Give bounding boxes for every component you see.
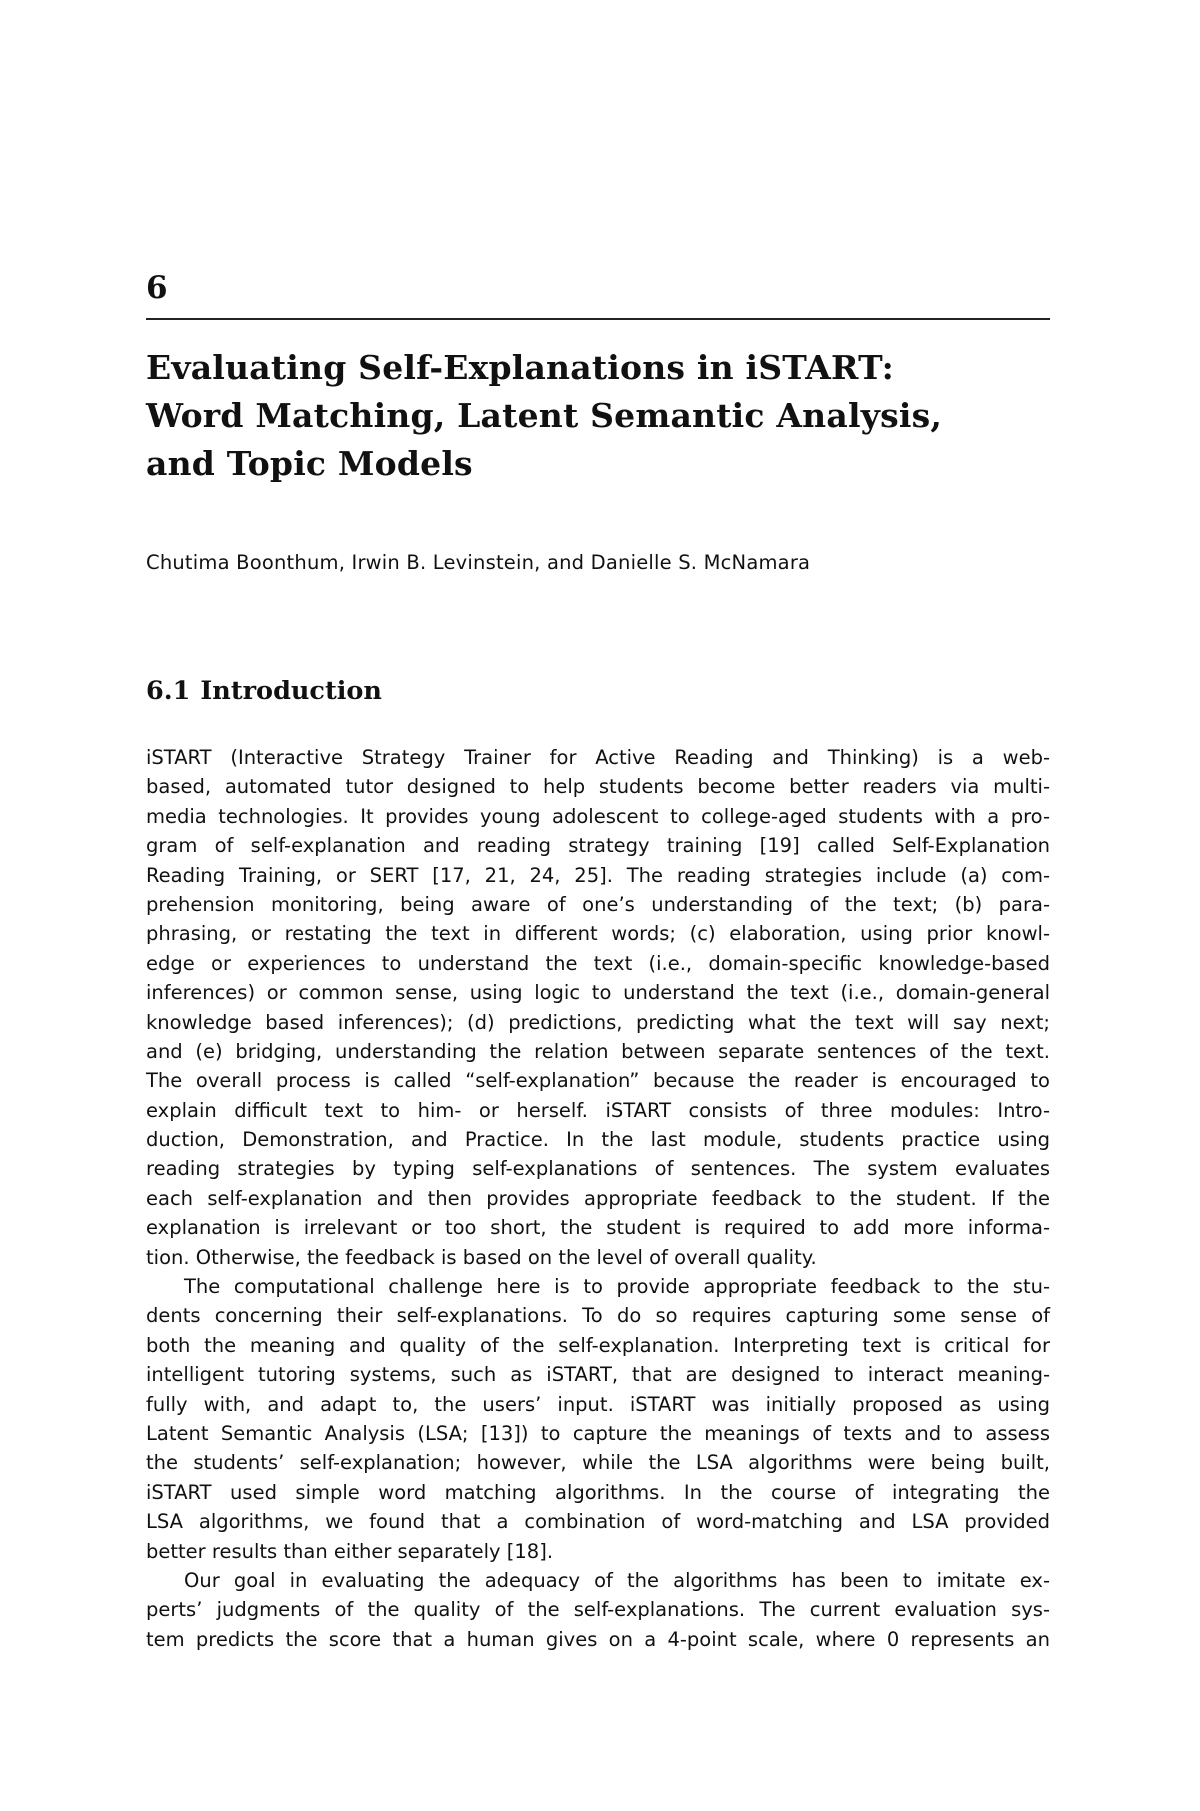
text-line: explain difficult text to him- or herself. iSTART consists of three modules: Intro- bbox=[146, 1098, 1050, 1122]
text-line: the students’ self-explanation; however, while the LSA algorithms were being built, bbox=[146, 1451, 1050, 1475]
authors: Chutima Boonthum, Irwin B. Levinstein, and Danielle S. McNamara bbox=[146, 551, 811, 574]
text-line: phrasing, or restating the text in different words; (c) elaboration, using prior knowl- bbox=[146, 922, 1050, 946]
text-line: inferences) or common sense, using logic to understand the text (i.e., domain-general bbox=[146, 981, 1050, 1005]
text-line: and (e) bridging, understanding the relation between separate sentences of the text. bbox=[146, 1039, 1050, 1063]
text-line: perts’ judgments of the quality of the self-explanations. The current evaluation sys- bbox=[146, 1598, 1050, 1622]
text-line: duction, Demonstration, and Practice. In the last module, students practice using bbox=[146, 1128, 1050, 1152]
chapter-title-line: Word Matching, Latent Semantic Analysis, bbox=[146, 396, 943, 435]
chapter-number: 6 bbox=[146, 270, 168, 306]
text-line: edge or experiences to understand the text (i.e., domain-specific knowledge-based bbox=[146, 951, 1050, 975]
chapter-title bbox=[146, 344, 1050, 488]
text-line: iSTART (Interactive Strategy Trainer for Active Reading and Thinking) is a web- bbox=[146, 746, 1050, 769]
text-line: Latent Semantic Analysis (LSA; [13]) to capture the meanings of texts and to assess bbox=[146, 1421, 1050, 1445]
text-line: The computational challenge here is to provide appropriate feedback to the stu- bbox=[184, 1275, 1050, 1298]
text-line: tem predicts the score that a human gives on a 4-point scale, where 0 represents an bbox=[146, 1627, 1050, 1651]
text-line: based, automated tutor designed to help students become better readers via multi- bbox=[146, 775, 1050, 799]
text-line: both the meaning and quality of the self-explanation. Interpreting text is critical for bbox=[146, 1333, 1050, 1357]
text-line: The overall process is called “self-explanation” because the reader is encouraged to bbox=[146, 1069, 1050, 1093]
section-title: Introduction bbox=[200, 676, 382, 706]
text-line: prehension monitoring, being aware of one’s understanding of the text; (b) para- bbox=[146, 892, 1050, 916]
text-line: fully with, and adapt to, the users’ input. iSTART was initially proposed as using bbox=[146, 1392, 1050, 1416]
paragraph-1 bbox=[146, 743, 1050, 1272]
text-line: gram of self-explanation and reading strategy training [19] called Self-Explanation bbox=[146, 834, 1050, 858]
text-line: tion. Otherwise, the feedback is based on the level of overall quality. bbox=[146, 1245, 817, 1269]
text-line: LSA algorithms, we found that a combination of word-matching and LSA provided bbox=[146, 1510, 1050, 1534]
text-line: reading strategies by typing self-explanations of sentences. The system evaluates bbox=[146, 1157, 1050, 1181]
text-line: iSTART used simple word matching algorithms. In the course of integrating the bbox=[146, 1480, 1050, 1504]
text-line: Reading Training, or SERT [17, 21, 24, 25]. The reading strategies include (a) com- bbox=[146, 863, 1050, 887]
text-line: media technologies. It provides young adolescent to college-aged students with a pro- bbox=[146, 804, 1050, 828]
text-line: explanation is irrelevant or too short, the student is required to add more informa- bbox=[146, 1216, 1050, 1240]
paragraph-3 bbox=[146, 1566, 1050, 1654]
chapter-title-line: Evaluating Self-Explanations in iSTART: bbox=[146, 348, 895, 387]
text-line: dents concerning their self-explanations. To do so requires capturing some sense of bbox=[146, 1304, 1050, 1328]
text-line: Our goal in evaluating the adequacy of the algorithms has been to imitate ex- bbox=[184, 1569, 1050, 1592]
text-line: knowledge based inferences); (d) predictions, predicting what the text will say next; bbox=[146, 1010, 1050, 1034]
section-heading bbox=[146, 675, 382, 707]
paragraph-2 bbox=[146, 1272, 1050, 1566]
text-line: each self-explanation and then provides appropriate feedback to the student. If the bbox=[146, 1186, 1050, 1210]
chapter-title-line: and Topic Models bbox=[146, 444, 473, 483]
text-line: intelligent tutoring systems, such as iSTART, that are designed to interact meaning- bbox=[146, 1363, 1050, 1387]
chapter-rule bbox=[146, 318, 1050, 320]
text-line: better results than either separately [18]. bbox=[146, 1539, 554, 1563]
section-number: 6.1 bbox=[146, 676, 191, 706]
